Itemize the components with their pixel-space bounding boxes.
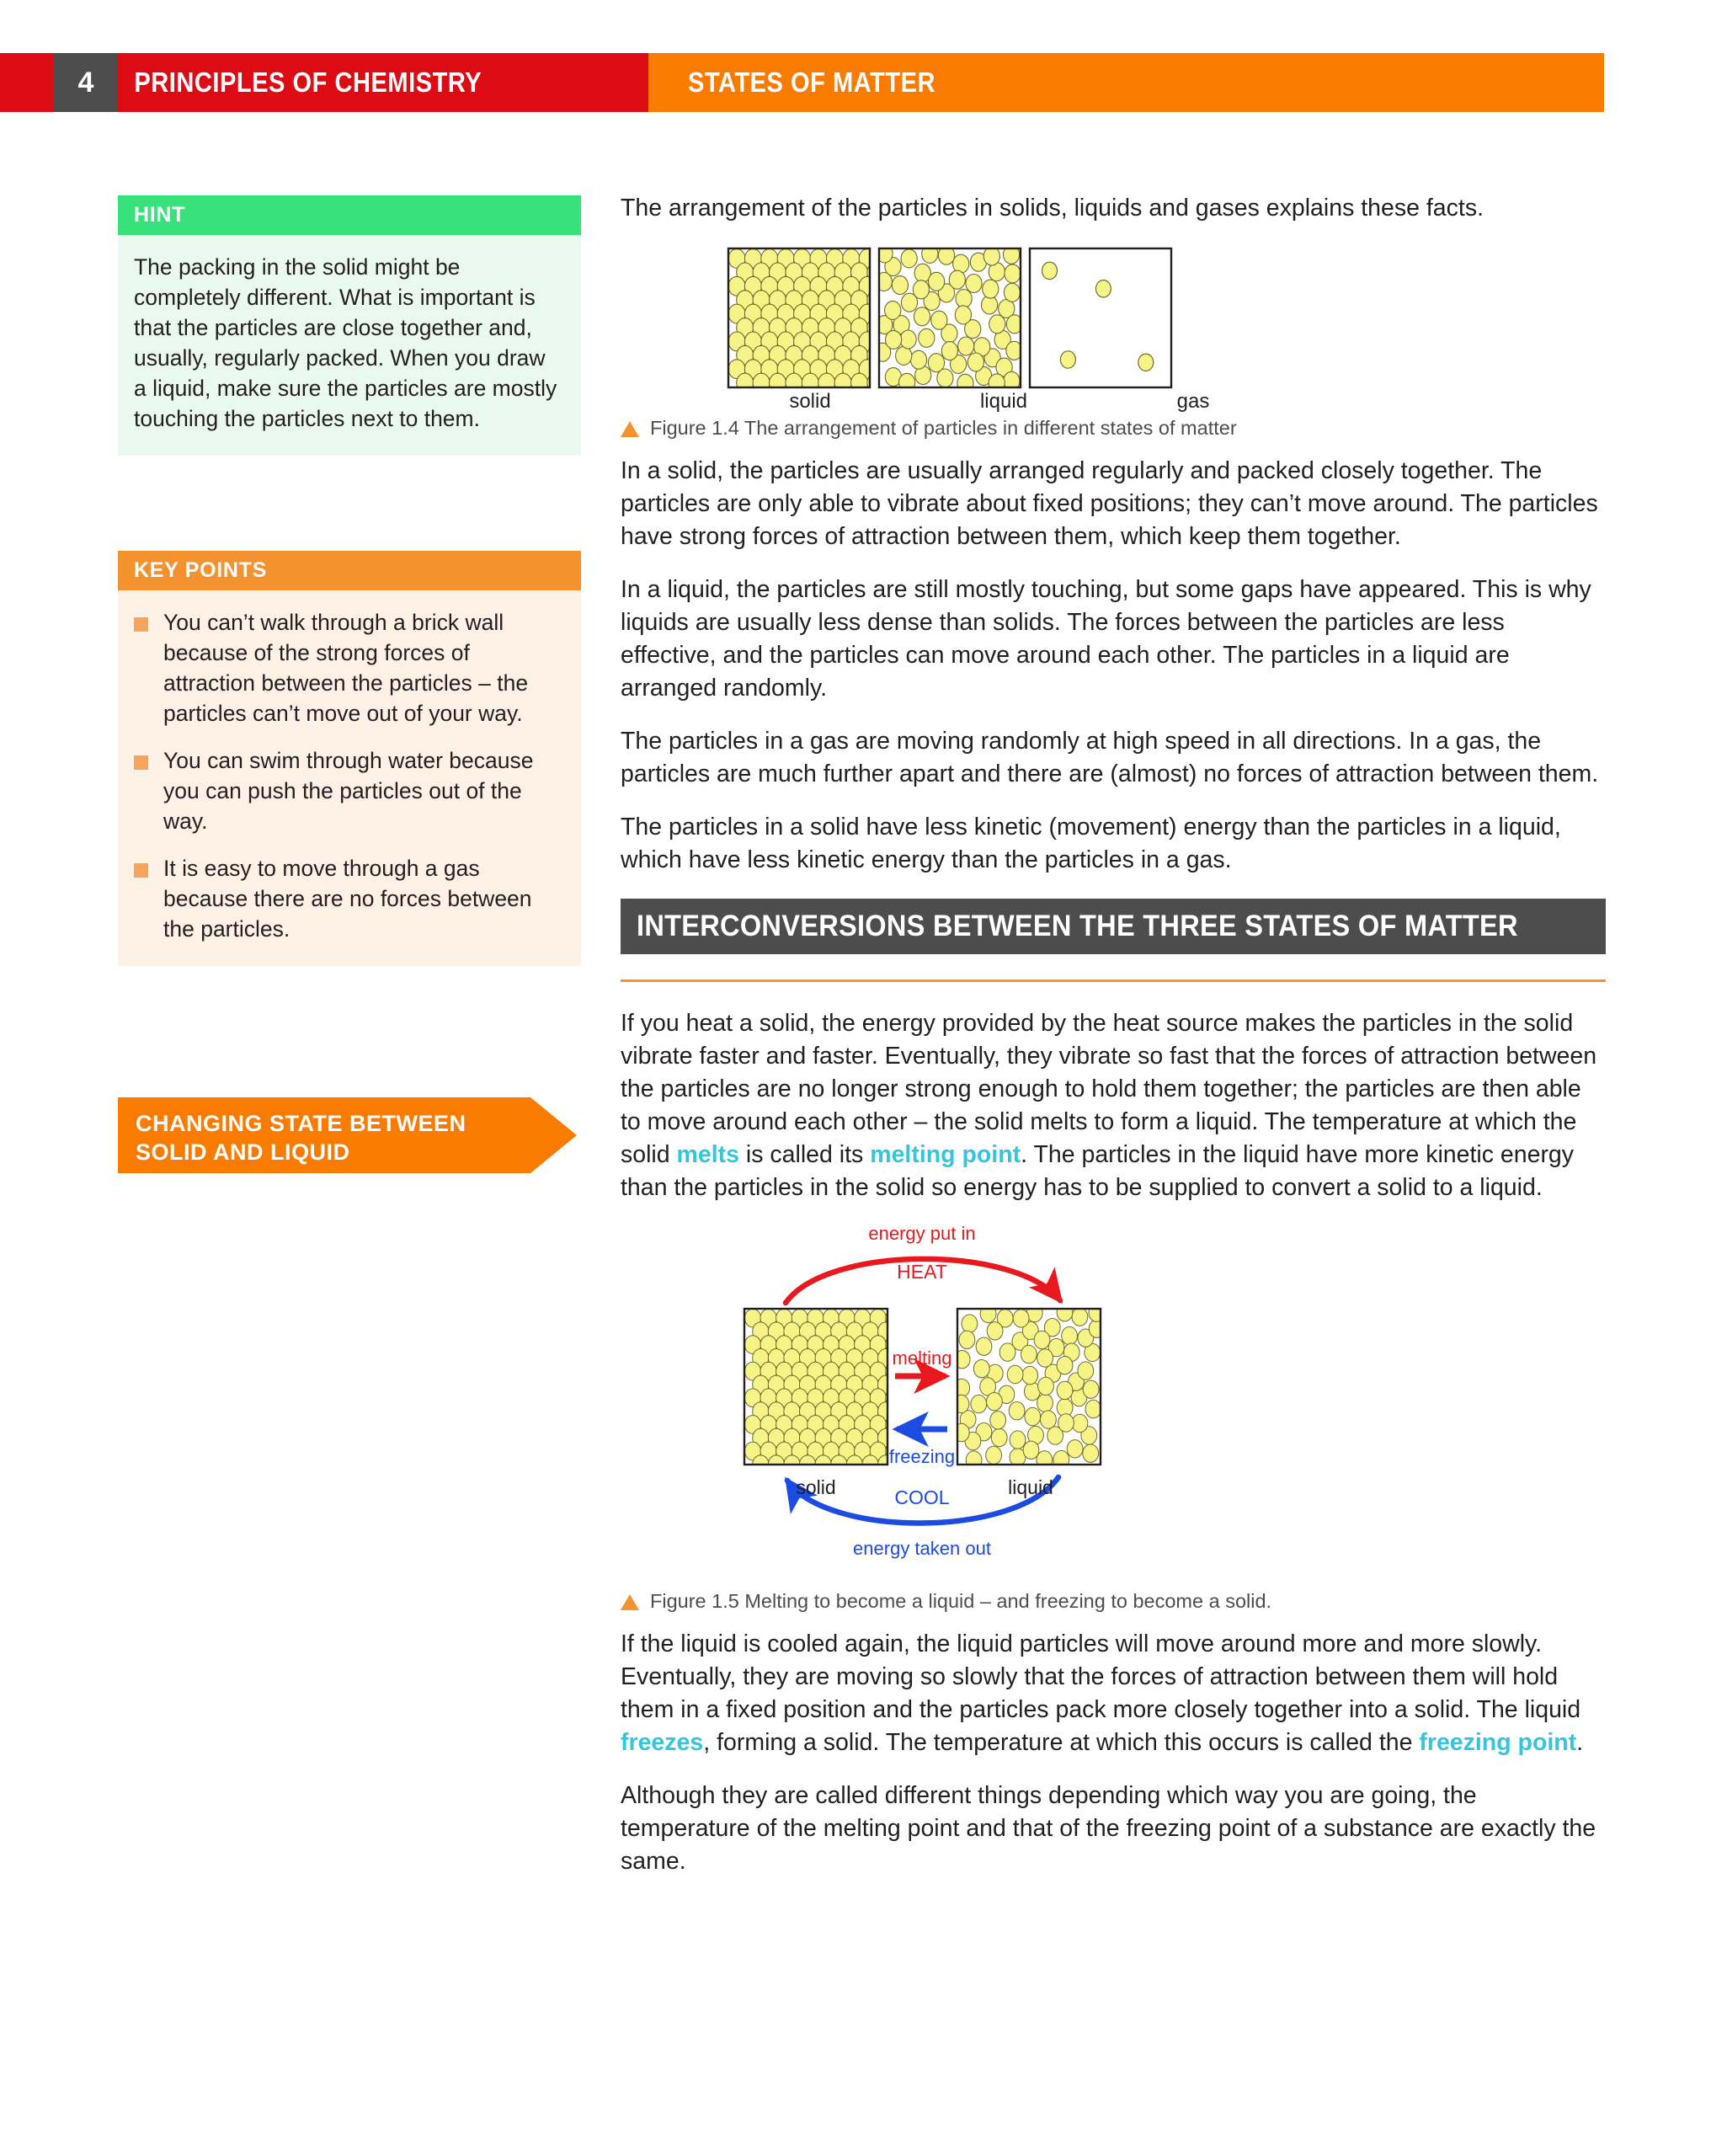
hint-box-heading: HINT [118,195,581,235]
freezing-text-2: , forming a solid. The temperature at which this occurs is called the [703,1729,1420,1756]
section-divider-rule [621,979,1606,982]
square-bullet-icon [134,617,148,632]
list-item [134,607,562,728]
final-paragraph: Although they are called different things depending which way you are going, the temperature of the melting point and that of the freezing point of a substance are exactly the same. [621,1782,1596,1875]
figure-1-5-caption [621,1590,1606,1613]
key-point-text: It is easy to move through a gas because there are no forces between the particles. [163,856,532,942]
state-label-solid: solid [789,390,831,413]
topic-title: STATES OF MATTER [688,67,935,98]
page-header [0,53,1604,112]
hint-box [118,195,581,456]
triangle-up-icon [621,421,639,437]
left-sidebar-column [118,195,581,966]
keyword-melts: melts [676,1141,739,1168]
changing-state-banner-text: CHANGING STATE BETWEEN SOLID AND LIQUID [136,1111,466,1165]
figure-1-4 [621,245,1606,414]
main-content-column [621,192,1606,1898]
figure-1-5 [621,1225,1606,1587]
figure-1-5-caption-text: Figure 1.5 Melting to become a liquid – and freezing to become a solid. [650,1590,1272,1612]
body-paragraph-kinetic: The particles in a solid have less kinetic (movement) energy than the particles in a liquid, which have less kinetic energy than the particles in a gas. [621,814,1561,873]
list-item [134,853,562,944]
figure-1-4-caption [621,417,1606,440]
freezing-paragraph [621,1628,1606,1759]
svg-text:freezing: freezing [888,1446,956,1467]
svg-text:COOL: COOL [894,1486,950,1508]
freezing-text-3: . [1576,1729,1584,1756]
svg-text:liquid: liquid [1008,1476,1053,1498]
melting-paragraph [621,1007,1606,1204]
intro-paragraph: The arrangement of the particles in solids, liquids and gases explains these facts. [621,195,1484,221]
body-paragraph-liquid: In a liquid, the particles are still mostly touching, but some gaps have appeared. This is why liquids are usually less dense than solids. The forces between the particles are less effective, and the particles can move around each other. The particles in a liquid are arranged randomly. [621,576,1591,702]
body-paragraph-solid: In a solid, the particles are usually arranged regularly and packed closely together. The particles are only able to vibrate about fixed positions; they can’t move around. The particles have strong forces of attraction between them, which keep them together. [621,457,1598,550]
key-point-text: You can’t walk through a brick wall because of the strong forces of attraction between the particles – the particles can’t move out of your way. [163,610,529,726]
state-label-liquid: liquid [979,390,1028,413]
square-bullet-icon [134,755,148,770]
keyword-freezing-point: freezing point [1419,1729,1577,1756]
chapter-title: PRINCIPLES OF CHEMISTRY [134,67,482,98]
melting-text-3: . The particles in the liquid have more kinetic energy than the particles in the solid so energy has to be supplied to convert a solid to a liquid. [621,1141,1575,1201]
figure-1-4-state-labels [621,390,1606,419]
state-label-gas: gas [1176,390,1210,413]
body-paragraph-gas: The particles in a gas are moving randomly at high speed in all directions. In a gas, the particles are much further apart and there are (almost) no forces of attraction between them. [621,728,1599,787]
svg-text:HEAT: HEAT [897,1261,947,1283]
figure-1-4-graphic [621,245,1606,392]
triangle-up-icon [621,1594,639,1610]
square-bullet-icon [134,863,148,878]
hint-box-body [118,235,581,456]
key-points-body [118,590,581,966]
keyword-melting-point: melting point [870,1141,1021,1168]
changing-state-banner [118,1097,577,1173]
keyword-freezes: freezes [621,1729,704,1756]
section-heading-bar [621,899,1606,954]
page-number-badge: 4 [54,53,118,112]
svg-text:energy taken out: energy taken out [853,1538,991,1559]
melting-text-1: If you heat a solid, the energy provided by the heat source makes the particles in the solid vibrate faster and faster. Eventually, they vibrate so fast that the forces of attraction between the particles are no longer strong enough to hold them together; the particles are then able to move around each other – the solid melts to form a liquid. The temperature at which the solid [621,1010,1597,1168]
figure-1-5-graphic [621,1225,1606,1587]
freezing-text-1: If the liquid is cooled again, the liquid particles will move around more and more slowly. Eventually, they are moving so slowly that the forces of attraction between them will hold them in a fixed position and the particles pack more closely together into a solid. The liquid [621,1630,1581,1723]
header-topic-band [648,53,1604,112]
list-item [134,745,562,836]
melting-text-2: is called its [739,1141,871,1168]
hint-box-text: The packing in the solid might be completely different. What is important is that the particles are close together and, usually, regularly packed. When you draw a liquid, make sure the particles are mostly touching the particles next to them. [134,254,557,431]
key-points-heading: KEY POINTS [118,551,581,590]
header-chapter-band [0,53,648,112]
figure-1-4-caption-text: Figure 1.4 The arrangement of particles in different states of matter [650,417,1237,439]
svg-text:energy put in: energy put in [868,1225,976,1244]
section-heading-text: INTERCONVERSIONS BETWEEN THE THREE STATES OF MATTER [637,910,1518,942]
key-points-box [118,551,581,966]
svg-text:melting: melting [892,1348,952,1369]
key-point-text: You can swim through water because you can push the particles out of the way. [163,748,534,834]
svg-text:solid: solid [796,1476,836,1498]
